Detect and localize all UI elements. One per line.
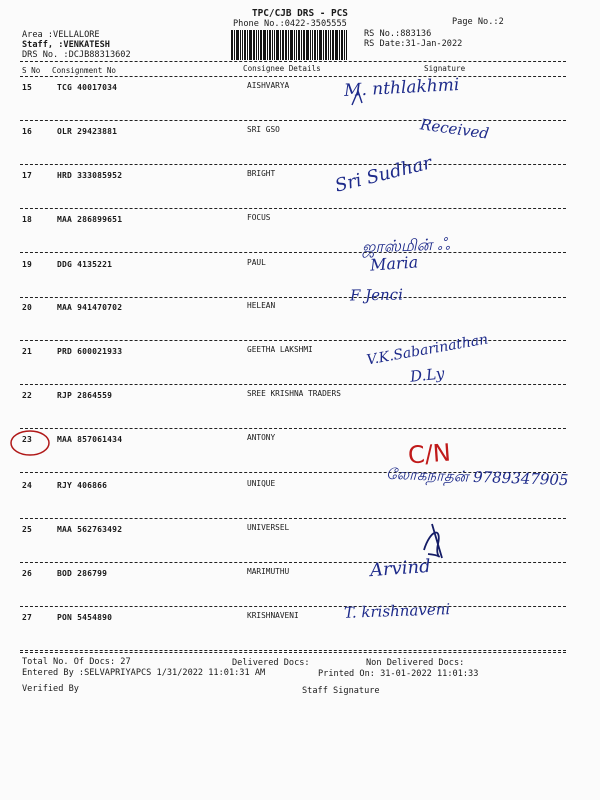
row-consignment-number: PON 5454890 (57, 613, 113, 622)
row-signature: M. nthlakhmi (343, 74, 460, 102)
row-divider (20, 562, 566, 563)
document-title: TPC/CJB DRS - PCS (252, 8, 348, 19)
row-consignment-number: HRD 333085952 (57, 171, 123, 180)
row-consignee-name: PAUL (247, 258, 266, 267)
barcode-bar (269, 30, 271, 60)
header-divider-bottom (20, 76, 566, 77)
barcode-bar (294, 30, 295, 60)
row-divider (20, 120, 566, 121)
barcode-bar (258, 30, 259, 60)
row-consignment-number: RJP 2864559 (57, 391, 113, 400)
barcode-bar (303, 30, 305, 60)
drs-number: DRS No. :DCJB88313602 (22, 50, 131, 60)
barcode-bar (310, 30, 311, 60)
barcode-bar (256, 30, 257, 60)
barcode-bar (247, 30, 248, 60)
barcode-bar (272, 30, 273, 60)
page-number: Page No.:2 (452, 17, 504, 27)
row-consignment-number: DDG 4135221 (57, 260, 113, 269)
barcode-bar (274, 30, 275, 60)
row-divider (20, 650, 566, 651)
barcode-bar (280, 30, 281, 60)
row-consignee-name: GEETHA LAKSHMI (247, 345, 313, 354)
row-signature: C/N (407, 438, 452, 470)
barcode-bar (260, 30, 262, 60)
signature-scribble-icon (420, 520, 452, 560)
row-consignment-number: RJY 406866 (57, 481, 108, 490)
barcode-bar (298, 30, 300, 60)
row-divider (20, 518, 566, 519)
row-consignee-name: UNIVERSEL (247, 523, 290, 532)
barcode-bar (290, 30, 293, 60)
row-signature: Maria (369, 252, 419, 275)
barcode-bar (234, 30, 235, 60)
barcode-bar (312, 30, 313, 60)
barcode-bar (328, 30, 329, 60)
barcode-bar (306, 30, 309, 60)
rs-date: RS Date:31-Jan-2022 (364, 39, 463, 49)
row-serial-number: 24 (22, 481, 33, 490)
footer-divider (20, 652, 566, 653)
row-serial-number: 25 (22, 525, 33, 534)
barcode-bar (263, 30, 266, 60)
row-consignee-name: MARIMUTHU (247, 567, 290, 576)
row-divider (20, 384, 566, 385)
row-signature: T. krishnaveni (343, 600, 451, 622)
barcode-bar (319, 30, 322, 60)
barcode-bar (330, 30, 331, 60)
barcode-bar (344, 30, 345, 60)
barcode-bar (332, 30, 334, 60)
barcode-bar (325, 30, 327, 60)
row-divider (20, 428, 566, 429)
row-consignment-number: MAA 941470702 (57, 303, 123, 312)
row-serial-number: 17 (22, 171, 33, 180)
barcode-bar (323, 30, 324, 60)
delivered-docs: Delivered Docs: (232, 658, 310, 668)
row-signature: F Jenci (349, 285, 404, 305)
signature-tick-icon (350, 85, 370, 109)
row-serial-number: 23 (22, 435, 33, 444)
row-signature: ஜாஸ்மின் ஃ (361, 234, 451, 257)
row-consignee-name: AISHVARYA (247, 81, 290, 90)
row-divider (20, 252, 566, 253)
barcode-bar (253, 30, 255, 60)
barcode-bar (314, 30, 316, 60)
barcode-bar (285, 30, 287, 60)
row-divider (20, 297, 566, 298)
row-consignee-name: SREE KRISHNA TRADERS (247, 389, 341, 398)
area-field: Area :VELLALORE (22, 30, 100, 40)
barcode-bar (276, 30, 279, 60)
row-serial-number: 16 (22, 127, 33, 136)
column-signature: Signature (424, 64, 466, 73)
row-signature: Sri Sudhar (332, 152, 434, 197)
barcode-bar (288, 30, 289, 60)
row-signature: லோகநாதன் 9789347905 (385, 464, 569, 490)
row-serial-number: 21 (22, 347, 33, 356)
verified-by: Verified By (22, 684, 79, 694)
column-consignment: Consignment No (52, 66, 117, 75)
row-signature: Received (419, 115, 491, 143)
row-consignment-number: OLR 29423881 (57, 127, 118, 136)
barcode-bar (231, 30, 233, 60)
row-serial-number: 26 (22, 569, 33, 578)
row-divider (20, 208, 566, 209)
entered-by: Entered By :SELVAPRIYAPCS 1/31/2022 11:01:31 AM (22, 668, 266, 678)
barcode-bar (236, 30, 239, 60)
row-signature: V.K.Sabarinathan (365, 331, 490, 369)
barcode-bar (296, 30, 297, 60)
row-signature: Arvind (369, 555, 432, 582)
rs-number: RS No.:883136 (364, 29, 432, 39)
staff-signature: Staff Signature (302, 686, 380, 696)
row-signature: D.Ly (409, 364, 446, 386)
barcode-bar (341, 30, 343, 60)
barcode-bar (335, 30, 338, 60)
circle-mark-icon (8, 428, 52, 458)
row-consignment-number: MAA 286899651 (57, 215, 123, 224)
barcode-bar (346, 30, 347, 60)
row-consignee-name: SRI GSO (247, 125, 280, 134)
row-consignee-name: ANTONY (247, 433, 276, 442)
barcode-bar (282, 30, 284, 60)
row-consignment-number: PRD 600021933 (57, 347, 123, 356)
phone-number: Phone No.:0422-3505555 (233, 19, 347, 29)
row-serial-number: 20 (22, 303, 33, 312)
row-consignee-name: FOCUS (247, 213, 271, 222)
row-consignment-number: TCG 40017034 (57, 83, 118, 92)
row-consignment-number: MAA 857061434 (57, 435, 123, 444)
staff-field: Staff, :VENKATESH (22, 40, 110, 50)
row-divider (20, 164, 566, 165)
printed-on: Printed On: 31-01-2022 11:01:33 (318, 669, 479, 679)
row-serial-number: 18 (22, 215, 33, 224)
column-consignee: Consignee Details (243, 64, 321, 73)
row-consignee-name: UNIQUE (247, 479, 276, 488)
row-divider (20, 606, 566, 607)
barcode-bar (240, 30, 241, 60)
non-delivered-docs: Non Delivered Docs: (366, 658, 465, 668)
row-serial-number: 27 (22, 613, 33, 622)
column-sno: S No (22, 66, 41, 75)
row-consignee-name: HELEAN (247, 301, 276, 310)
barcode-bar (339, 30, 340, 60)
row-serial-number: 19 (22, 260, 33, 269)
row-consignee-name: KRISHNAVENI (247, 611, 299, 620)
row-consignee-name: BRIGHT (247, 169, 276, 178)
total-docs: Total No. Of Docs: 27 (22, 657, 131, 667)
barcode (231, 30, 355, 60)
barcode-bar (267, 30, 268, 60)
row-consignment-number: BOD 286799 (57, 569, 108, 578)
barcode-bar (317, 30, 318, 60)
header-divider-top (20, 61, 566, 62)
barcode-bar (242, 30, 243, 60)
barcode-bar (244, 30, 246, 60)
row-consignment-number: MAA 562763492 (57, 525, 123, 534)
barcode-bar (301, 30, 302, 60)
row-serial-number: 15 (22, 83, 33, 92)
barcode-bar (249, 30, 252, 60)
row-serial-number: 22 (22, 391, 33, 400)
